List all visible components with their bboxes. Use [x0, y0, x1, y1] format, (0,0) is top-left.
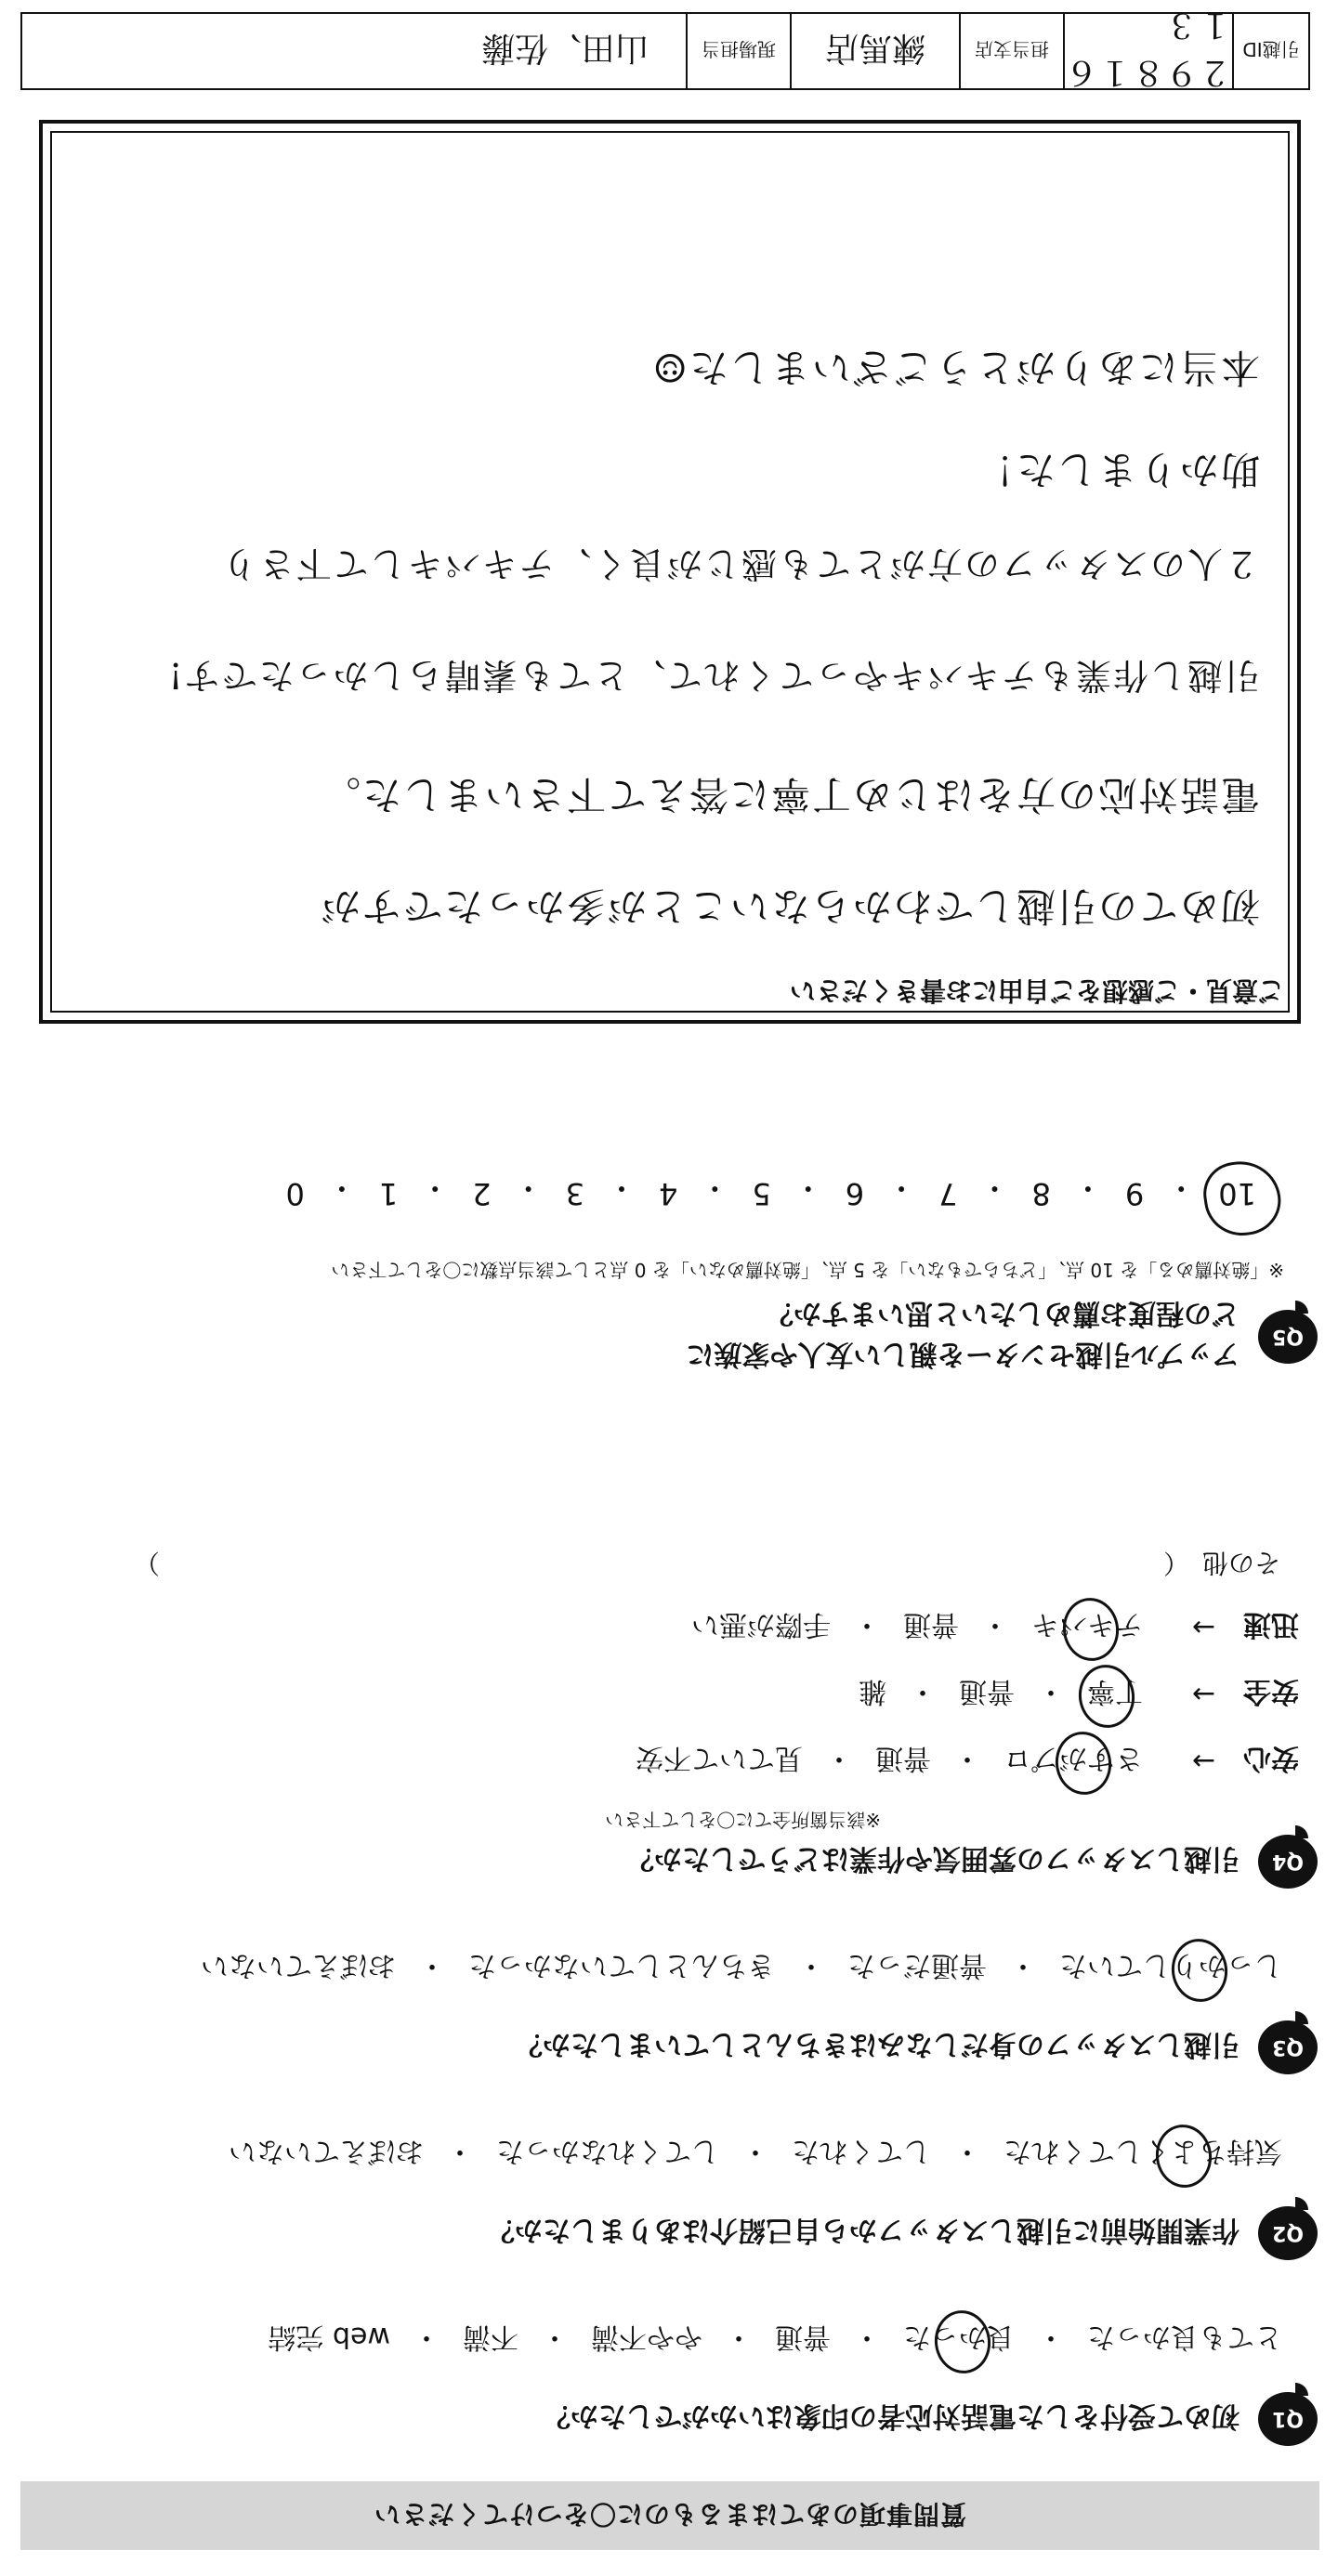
- q3-option[interactable]: おぼえていない: [201, 1949, 396, 1981]
- q4-note: ※該当箇所全てに〇をして下さい: [605, 1809, 881, 1831]
- q1-option-selected[interactable]: 良かった: [886, 2320, 1031, 2360]
- arrow-icon: →: [1191, 1678, 1215, 1711]
- q4-other-paren-open[interactable]: （: [1162, 1548, 1189, 1578]
- q5-score[interactable]: 4: [659, 1176, 678, 1211]
- q4-option[interactable]: 手際が悪い: [691, 1608, 831, 1641]
- q4-option[interactable]: 普通: [875, 1742, 931, 1774]
- q5-score[interactable]: 1: [378, 1176, 399, 1211]
- q4-row-jinsoku: 迅速 → テキパキ ・ 普通 ・ 手際が悪い: [26, 1607, 1299, 1648]
- feedback-handwritten-line: 初めての引越しでわからないことが多かったですが: [319, 883, 1260, 929]
- q4-row-anzen: 安全 → 丁寧 ・ 普通 ・ 雑: [26, 1674, 1299, 1715]
- feedback-handwritten-line: 助かりました！: [973, 447, 1260, 492]
- feedback-handwritten-line: ２人のスタッフの方がとても感じが良く、テキパキして下さり: [219, 543, 1260, 584]
- q5-scale: 10 ・ 9 ・ 8 ・ 7 ・ 6 ・ 5 ・ 4 ・ 3 ・ 2 ・ 1 ・ 0: [26, 1169, 1273, 1211]
- q4-row-anshin: 安心 → さすがプロ ・ 普通 ・ 見ていて不安: [26, 1741, 1299, 1782]
- q4-option-selected[interactable]: さすがプロ: [987, 1741, 1160, 1782]
- q5-text-line-2: どの程度お薦めしたいと思いますか？: [766, 1297, 1240, 1329]
- q5-score[interactable]: 2: [472, 1176, 492, 1211]
- arrow-icon: →: [1191, 1745, 1215, 1778]
- q3-badge: Q3: [1258, 2020, 1318, 2074]
- question-5: [26, 1169, 1318, 1378]
- q4-other: [26, 1546, 1280, 1583]
- q3-text: 引越しスタッフの身だしなみはきちんとしていましたか？: [515, 2028, 1240, 2060]
- q5-text-line-1: アップル引越センターを親しい友人や家族に: [686, 1338, 1240, 1370]
- q3-option-selected[interactable]: しっかりしていた: [1043, 1948, 1299, 1989]
- q1-option[interactable]: 不満: [463, 2321, 518, 2353]
- q2-option-selected[interactable]: 気持ちよくしてくれた: [987, 2134, 1299, 2175]
- q5-score[interactable]: 5: [752, 1176, 771, 1211]
- question-3: [26, 1948, 1318, 2074]
- feedback-handwritten-line: 本当にありがとうございました☺: [650, 345, 1260, 390]
- q2-option[interactable]: してくれなかった: [496, 2135, 719, 2167]
- q2-text: 作業開始前に引越しスタッフから自己紹介はありましたか？: [487, 2214, 1240, 2246]
- feedback-box[interactable]: [39, 120, 1301, 1024]
- q1-option[interactable]: とても良かった: [1087, 2321, 1282, 2353]
- leader-value[interactable]: 山田、佐藤: [480, 29, 649, 68]
- q5-score[interactable]: 0: [285, 1176, 305, 1211]
- q3-option[interactable]: きちんとしていなかった: [468, 1949, 775, 1981]
- id-value[interactable]: ２９８１６１３: [1064, 6, 1232, 91]
- q4-option-selected[interactable]: テキパキ: [1015, 1607, 1160, 1648]
- q1-option[interactable]: web 完結: [268, 2321, 390, 2353]
- id-bar: [20, 6, 1310, 91]
- q5-score[interactable]: 7: [938, 1176, 958, 1211]
- q5-score[interactable]: 3: [565, 1176, 585, 1211]
- instruction-banner: 質問事項のあてはまるものに〇をつけてください: [20, 2481, 1319, 2550]
- feedback-handwritten-line: 電話対応の方をはじめ丁寧に答えて下さいました。: [319, 772, 1260, 817]
- q4-option[interactable]: 見ていて不安: [636, 1742, 803, 1774]
- q2-option[interactable]: おぼえていない: [229, 2135, 424, 2167]
- feedback-title: ご意見・ご感想をご自由にお書きください: [789, 975, 1284, 1006]
- q4-row-label: 迅速: [1243, 1608, 1299, 1641]
- branch-value[interactable]: 練馬店: [790, 14, 959, 88]
- question-2: [26, 2134, 1318, 2260]
- leader-label: 現場担当: [686, 14, 790, 88]
- q2-option[interactable]: してくれた: [792, 2135, 931, 2167]
- q5-score[interactable]: 9: [1124, 1176, 1145, 1211]
- question-1: [26, 2320, 1318, 2446]
- q4-option[interactable]: 普通: [959, 1675, 1015, 1707]
- q1-option[interactable]: 普通: [775, 2321, 831, 2353]
- q4-other-label: その他: [1201, 1548, 1280, 1578]
- q4-row-label: 安心: [1243, 1742, 1299, 1774]
- q2-options: 気持ちよくしてくれた ・ してくれた ・ してくれなかった ・ おぼえていない: [26, 2134, 1299, 2175]
- q4-text: 引越しスタッフの雰囲気や作業はどうでしたか？: [626, 1842, 1240, 1875]
- q5-score-selected[interactable]: 10: [1201, 1169, 1273, 1211]
- q4-badge: Q4: [1258, 1835, 1318, 1889]
- q1-options: とても良かった ・ 良かった ・ 普通 ・ やや不満 ・ 不満 ・ web 完結: [26, 2320, 1299, 2360]
- q4-option-selected[interactable]: 丁寧: [1070, 1674, 1160, 1715]
- q3-options: しっかりしていた ・ 普通だった ・ きちんとしていなかった ・ おぼえていない: [26, 1948, 1299, 1989]
- q1-text: 初めて受付をした電話対応者の印象はいかがでしたか？: [543, 2399, 1240, 2432]
- q5-badge: Q5: [1258, 1310, 1318, 1364]
- q4-other-paren-close[interactable]: ）: [133, 1548, 160, 1578]
- q4-option[interactable]: 普通: [903, 1608, 959, 1641]
- q4-option[interactable]: 雑: [859, 1675, 886, 1707]
- q3-option[interactable]: 普通だった: [847, 1949, 987, 1981]
- q1-option[interactable]: やや不満: [591, 2321, 702, 2353]
- id-label: 引越ID: [1232, 14, 1308, 88]
- question-4: [26, 1546, 1318, 1889]
- arrow-icon: →: [1191, 1611, 1215, 1644]
- feedback-handwritten-line: 引越し作業もテキパキやってくれて、とても素晴らしかったです!: [166, 655, 1260, 696]
- q2-badge: Q2: [1258, 2206, 1318, 2260]
- q5-score[interactable]: 8: [1031, 1176, 1051, 1211]
- q5-note: ※「絶対薦める」を 10 点、「どちらでもない」を 5 点、「絶対薦めない」を 0 点として該当点数に〇をして下さい: [331, 1259, 1284, 1281]
- q4-row-label: 安全: [1243, 1675, 1299, 1707]
- q5-score[interactable]: 6: [845, 1176, 865, 1211]
- branch-label: 担当支店: [959, 14, 1063, 88]
- q1-badge: Q1: [1258, 2392, 1318, 2446]
